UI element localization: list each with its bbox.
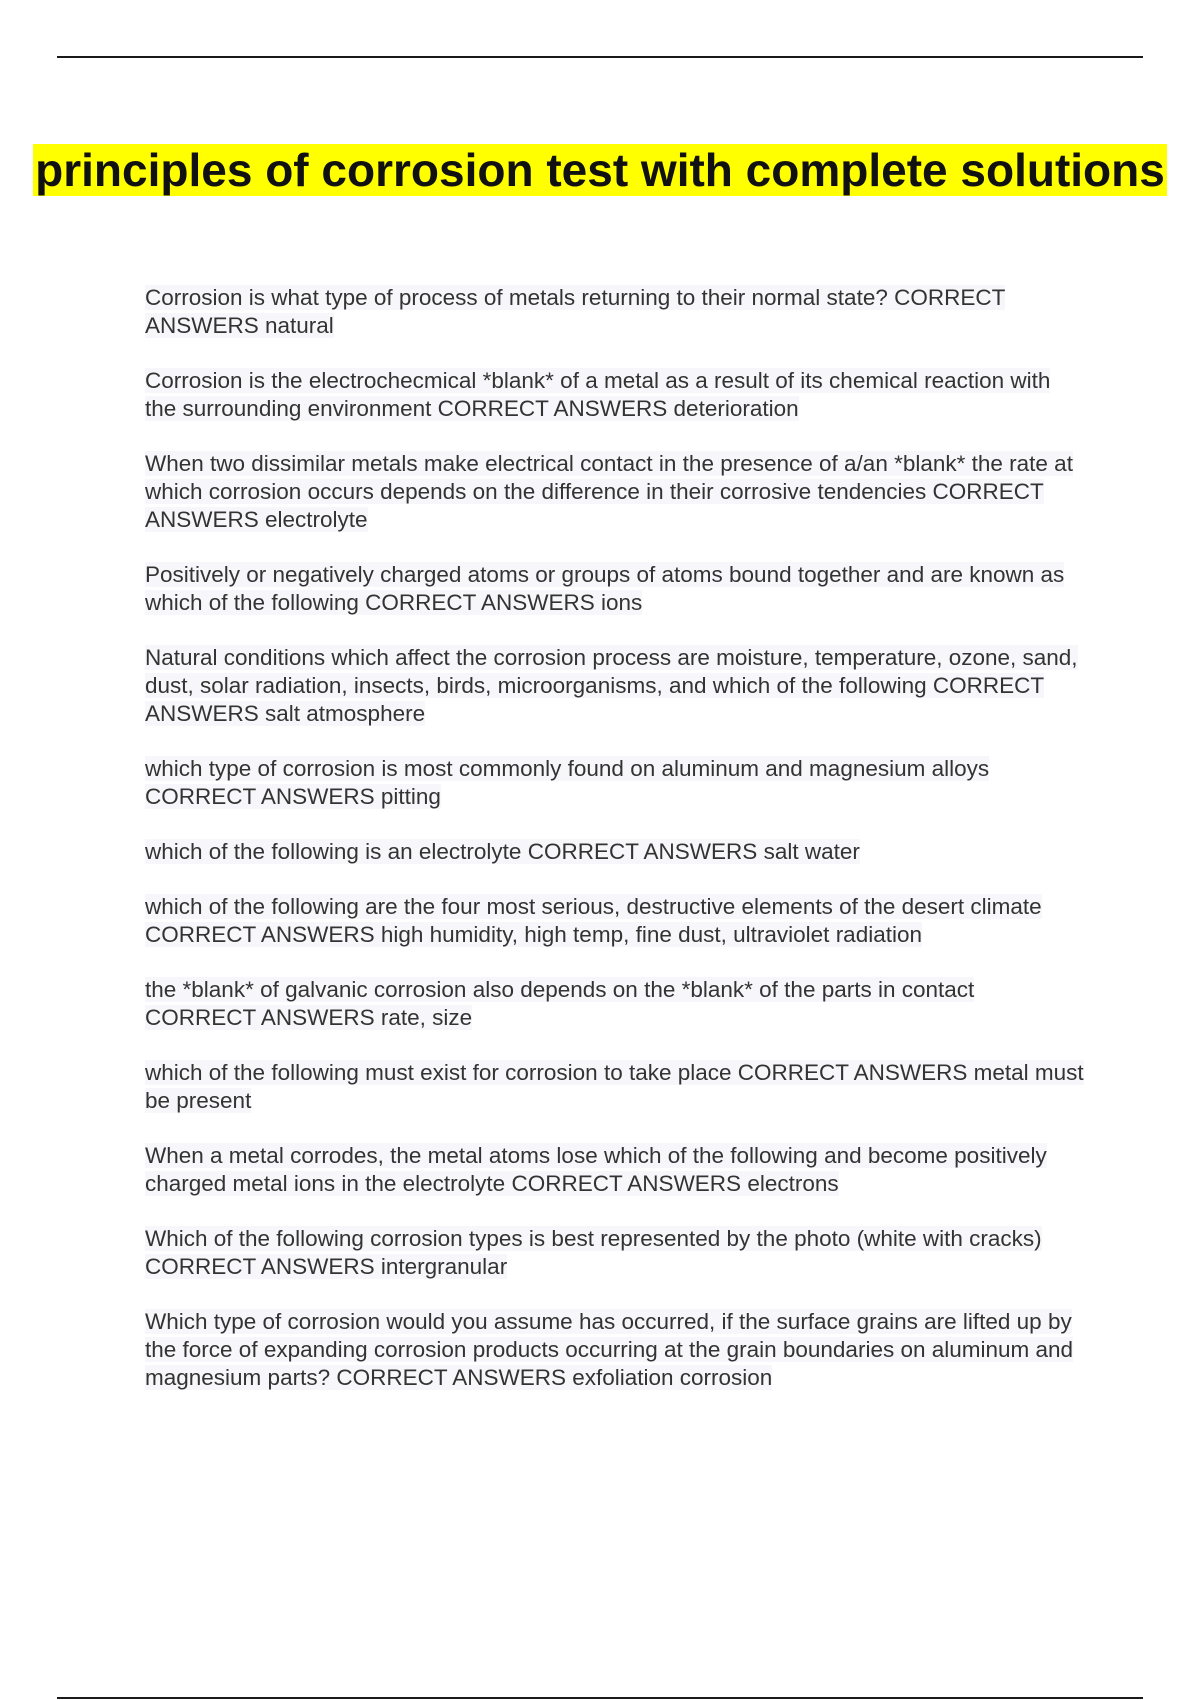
qa-item: Which type of corrosion would you assume has occurred, if the surface grains are lifted up by the force of expanding corrosion products occurring at the grain boundaries on aluminum and magnesium parts? CORRECT ANSWERS exfoliation corrosion	[145, 1309, 1074, 1390]
top-rule	[57, 56, 1143, 58]
qa-item: Natural conditions which affect the corrosion process are moisture, temperature, ozone, sand, dust, solar radiation, insects, birds, microorganisms, and which of the following CORRECT ANSWERS salt atmosphere	[145, 645, 1078, 726]
title-highlight: principles of corrosion test with complete solutions	[35, 144, 1165, 196]
qa-item: Corrosion is what type of process of metals returning to their normal state? CORRECT ANSWERS natural	[145, 285, 1006, 338]
qa-item: When two dissimilar metals make electrical contact in the presence of a/an *blank* the rate at which corrosion occurs depends on the difference in their corrosive tendencies CORRECT ANSWERS electrolyte	[145, 451, 1073, 532]
qa-item: which of the following are the four most serious, destructive elements of the desert climate CORRECT ANSWERS high humidity, high temp, fine dust, ultraviolet radiation	[145, 894, 1042, 947]
qa-item: which of the following must exist for corrosion to take place CORRECT ANSWERS metal must be present	[145, 1060, 1084, 1113]
qa-item: which type of corrosion is most commonly found on aluminum and magnesium alloys CORRECT ANSWERS pitting	[145, 756, 990, 809]
qa-item: Which of the following corrosion types is best represented by the photo (white with cracks) CORRECT ANSWERS intergranular	[145, 1226, 1042, 1279]
qa-item: Positively or negatively charged atoms or groups of atoms bound together and are known as which of the following CORRECT ANSWERS ions	[145, 562, 1065, 615]
qa-item: the *blank* of galvanic corrosion also depends on the *blank* of the parts in contact CORRECT ANSWERS rate, size	[145, 977, 975, 1030]
qa-item: Corrosion is the electrochecmical *blank* of a metal as a result of its chemical reaction with the surrounding environment CORRECT ANSWERS deterioration	[145, 368, 1051, 421]
qa-list	[145, 284, 1085, 1419]
page-title	[0, 142, 1200, 198]
qa-item: When a metal corrodes, the metal atoms lose which of the following and become positively charged metal ions in the electrolyte CORRECT ANSWERS electrons	[145, 1143, 1047, 1196]
bottom-rule	[57, 1697, 1143, 1699]
qa-item: which of the following is an electrolyte CORRECT ANSWERS salt water	[145, 839, 860, 864]
